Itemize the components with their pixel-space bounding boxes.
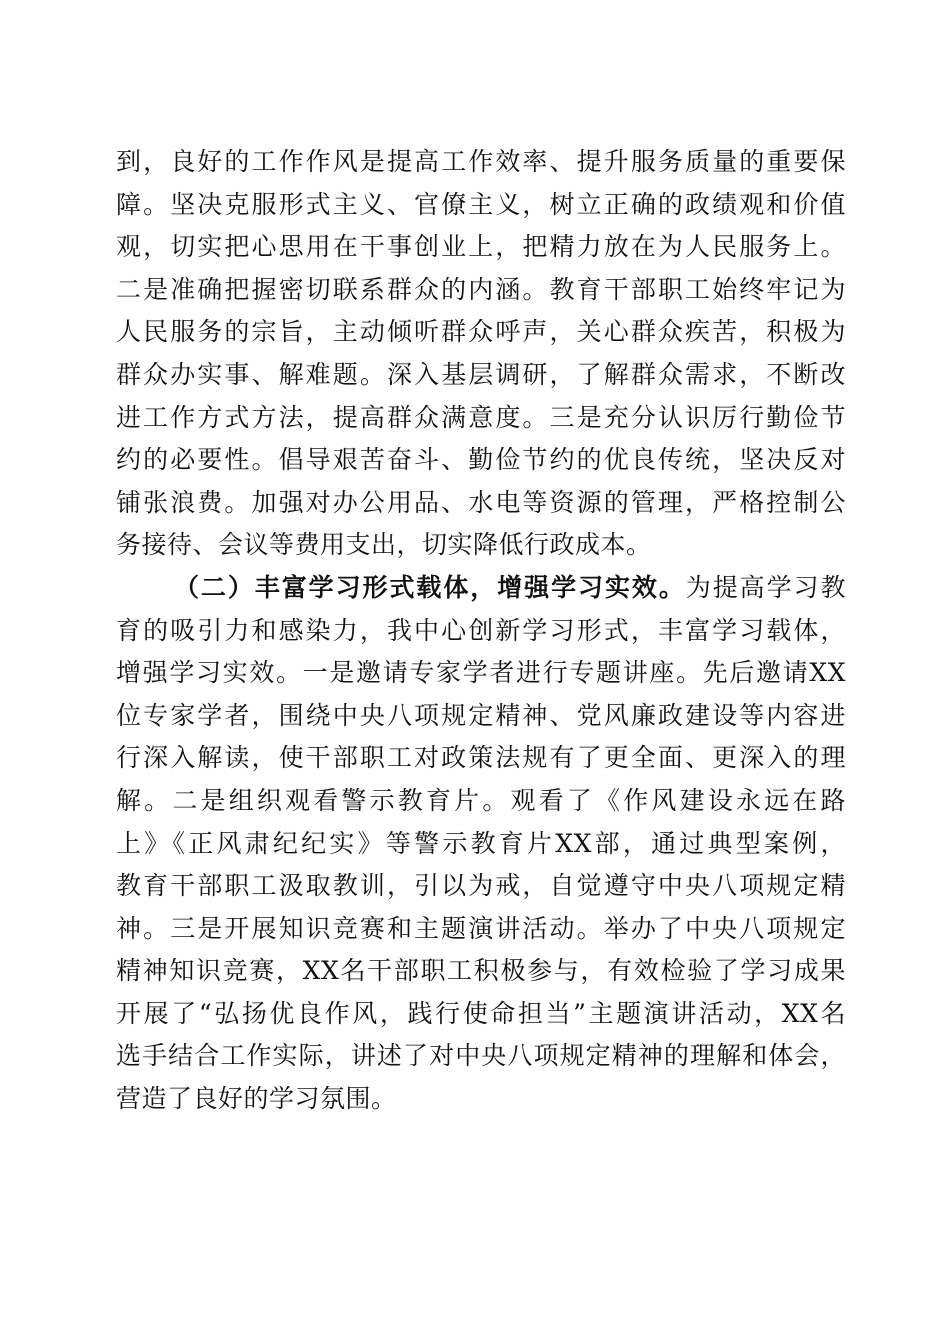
text-line: 人民服务的宗旨，主动倾听群众呼声，关心群众疾苦，积极为 xyxy=(116,317,846,347)
text-line: 神。三是开展知识竞赛和主题演讲活动。举办了中央八项规定 xyxy=(116,913,846,943)
text-line: 观，切实把心思用在干事创业上，把精力放在为人民服务上。 xyxy=(116,232,846,262)
text-line: 障。坚决克服形式主义、官僚主义，树立正确的政绩观和价值 xyxy=(116,189,846,219)
text-line: 解。二是组织观看警示教育片。观看了《作风建设永远在路 xyxy=(116,785,846,815)
text-segment: 为提高学习教 xyxy=(685,572,846,602)
text-line: 上》《正风肃纪纪实》等警示教育片XX部，通过典型案例， xyxy=(116,828,846,858)
text-line: 营造了良好的学习氛围。 xyxy=(116,1084,397,1114)
text-line: 群众办实事、解难题。深入基层调研，了解群众需求，不断改 xyxy=(116,359,846,389)
text-line: 约的必要性。倡导艰苦奋斗、勤俭节约的优良传统，坚决反对 xyxy=(116,445,846,475)
text-line: 行深入解读，使干部职工对政策法规有了更全面、更深入的理 xyxy=(116,743,846,773)
text-line: 二是准确把握密切联系群众的内涵。教育干部职工始终牢记为 xyxy=(116,274,846,304)
text-line: 增强学习实效。一是邀请专家学者进行专题讲座。先后邀请XX xyxy=(116,658,846,688)
text-line: 务接待、会议等费用支出，切实降低行政成本。 xyxy=(116,530,652,560)
text-line: 教育干部职工汲取教训，引以为戒，自觉遵守中央八项规定精 xyxy=(116,871,846,901)
text-line: 育的吸引力和感染力，我中心创新学习形式，丰富学习载体， xyxy=(116,615,846,645)
section-heading: （二）丰富学习形式载体，增强学习实效。 xyxy=(174,572,686,602)
text-line: 位专家学者，围绕中央八项规定精神、党风廉政建设等内容进 xyxy=(116,700,846,730)
section-heading-line xyxy=(116,567,846,610)
text-line: 到，良好的工作作风是提高工作效率、提升服务质量的重要保 xyxy=(116,147,846,176)
text-line: 进工作方式方法，提高群众满意度。三是充分认识厉行勤俭节 xyxy=(116,402,846,432)
document-body xyxy=(116,141,846,1121)
text-line: 铺张浪费。加强对办公用品、水电等资源的管理，严格控制公 xyxy=(116,487,846,517)
text-line: 精神知识竞赛，XX名干部职工积极参与，有效检验了学习成果 xyxy=(116,956,846,986)
text-line: 开展了“弘扬优良作风，践行使命担当”主题演讲活动，XX名 xyxy=(116,998,846,1028)
text-line: 选手结合工作实际，讲述了对中央八项规定精神的理解和体会， xyxy=(116,1041,846,1071)
